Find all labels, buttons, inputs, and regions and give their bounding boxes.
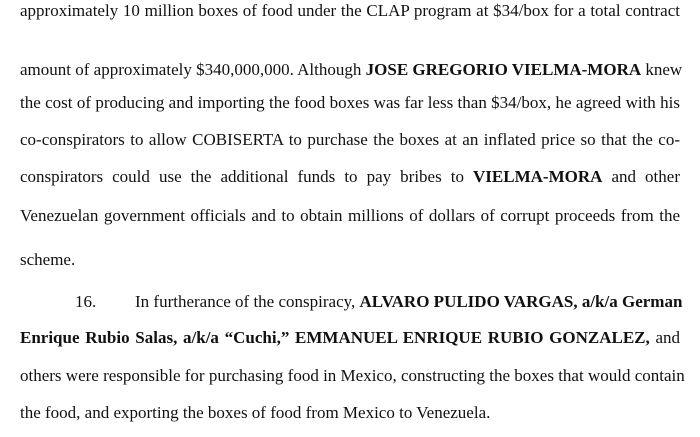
text-line-11-content: the food, and exporting the boxes of food from Mexico to Venezuela.	[20, 403, 491, 422]
text-line-4-content: co-conspirators to allow COBISERTA to purchase the boxes at an inflated price so that the co-	[20, 130, 680, 149]
text-line-1-content: approximately 10 million boxes of food under the CLAP program at $34/box for a total contract	[20, 1, 680, 20]
text-line-10-content: others were responsible for purchasing food in Mexico, constructing the boxes that would contain	[20, 366, 685, 385]
defendant-name: VIELMA-MORA	[473, 167, 603, 186]
text-line-3	[20, 92, 680, 114]
text-line-6-content: Venezuelan government officials and to obtain millions of dollars of corrupt proceeds from the	[20, 206, 680, 225]
text-segment: and	[649, 328, 680, 347]
defendant-name: ALVARO PULIDO VARGAS, a/k/a German	[359, 292, 683, 311]
text-line-7-content: scheme.	[20, 250, 76, 269]
text-line-5	[20, 166, 680, 188]
text-segment: and other	[602, 167, 680, 186]
defendant-name: Enrique Rubio Salas, a/k/a “Cuchi,” EMMANUEL ENRIQUE RUBIO GONZALEZ,	[20, 328, 650, 347]
text-line-4	[20, 129, 680, 151]
text-line-7	[20, 249, 680, 271]
text-line-6	[20, 205, 680, 227]
text-segment: amount of approximately $340,000,000. Although	[20, 60, 366, 79]
text-segment: conspirators could use the additional funds to pay bribes to	[20, 167, 474, 186]
text-line-3-content: the cost of producing and importing the food boxes was far less than $34/box, he agreed with his	[20, 93, 680, 112]
text-line-11	[20, 402, 680, 424]
text-line-9	[20, 327, 680, 349]
text-line-2	[20, 59, 683, 81]
text-line-1	[20, 0, 680, 22]
defendant-name: JOSE GREGORIO VIELMA-MORA	[365, 60, 642, 79]
text-line-10	[20, 365, 685, 387]
text-segment: knew	[641, 60, 683, 79]
text-line-8	[20, 291, 683, 313]
paragraph-number: 16.	[75, 292, 97, 311]
text-segment: In furtherance of the conspiracy,	[135, 292, 360, 311]
